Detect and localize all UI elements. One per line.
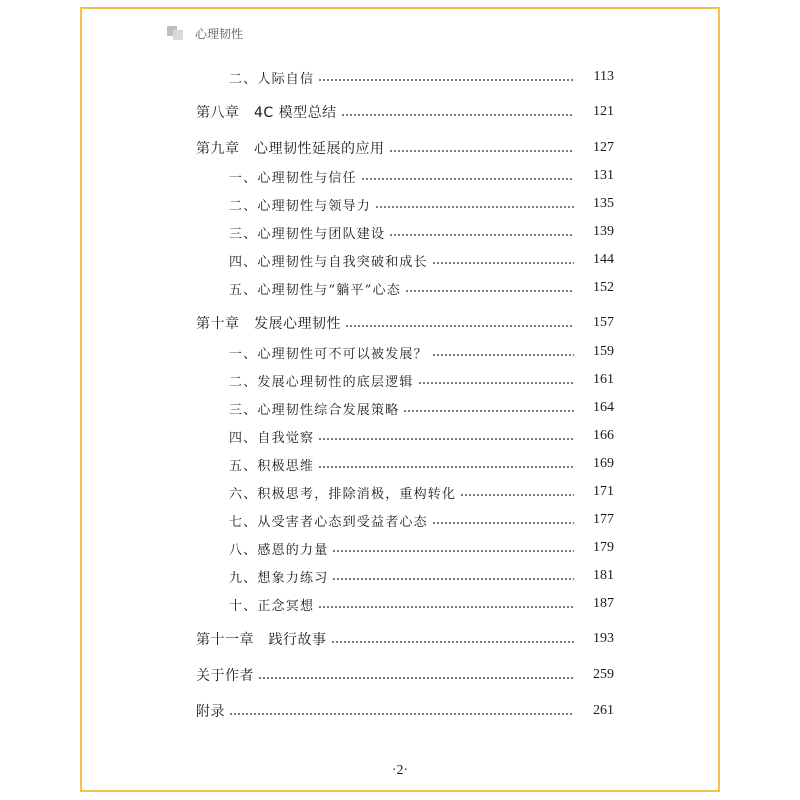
toc-entry-page: 164: [593, 400, 614, 415]
toc-entry-page: 193: [593, 631, 614, 646]
toc-entry-page: 179: [593, 540, 614, 555]
toc-entry-page: 166: [593, 428, 614, 443]
toc-entry: [0, 537, 614, 559]
dot-leader: [432, 522, 574, 524]
dot-leader: [361, 178, 574, 180]
toc-entry: [0, 509, 614, 531]
toc-entry-title: 八、感恩的力量: [229, 542, 329, 558]
toc-entry-page: 169: [593, 456, 614, 471]
page-number: ·2·: [391, 763, 409, 778]
toc-entry-page: 127: [593, 140, 614, 155]
toc-entry-title: 三、心理韧性综合发展策略: [229, 402, 400, 418]
toc-entry: [0, 664, 614, 686]
dot-leader: [332, 578, 574, 580]
dot-leader: [432, 262, 574, 264]
dot-leader: [389, 150, 575, 152]
toc-entry-title: 二、发展心理韧性的底层逻辑: [229, 374, 414, 390]
toc-entry-page: 161: [593, 372, 614, 387]
toc-entry-page: 159: [593, 344, 614, 359]
toc-entry-title: 三、心理韧性与团队建设: [229, 226, 386, 242]
dot-leader: [460, 494, 574, 496]
dot-leader: [375, 206, 574, 208]
toc-entry-title: 一、心理韧性可不可以被发展？: [229, 346, 428, 362]
toc-entry: [0, 221, 614, 243]
toc-entry: [0, 425, 614, 447]
dot-leader: [405, 290, 574, 292]
dot-leader: [318, 466, 574, 468]
toc-entry-page: 181: [593, 568, 614, 583]
toc-entry-title: 关于作者: [196, 668, 254, 684]
dot-leader: [418, 382, 574, 384]
toc-entry-title: 二、人际自信: [229, 71, 315, 87]
toc-entry: [0, 66, 614, 88]
dot-leader: [432, 354, 574, 356]
toc-entry-title: 四、自我觉察: [229, 430, 315, 446]
toc-entry-title: 六、积极思考，排除消极，重构转化: [229, 486, 457, 502]
dot-leader: [403, 410, 574, 412]
toc-entry-page: 171: [593, 484, 614, 499]
toc-entry-page: 157: [593, 315, 614, 330]
dot-leader: [389, 234, 574, 236]
toc-entry-title: 七、从受害者心态到受益者心态: [229, 514, 428, 530]
toc-entry-title: 第八章 4C 模型总结: [196, 105, 337, 121]
dot-leader: [318, 606, 574, 608]
toc-entry-page: 121: [593, 104, 614, 119]
toc-entry: [0, 341, 614, 363]
toc-entry-title: 第十一章 践行故事: [196, 632, 327, 648]
toc-entry-title: 十、正念冥想: [229, 598, 315, 614]
toc-entry: [0, 249, 614, 271]
toc-entry-page: 259: [593, 667, 614, 682]
toc-entry-page: 131: [593, 168, 614, 183]
toc-entry: [0, 312, 614, 334]
toc-entry: [0, 101, 614, 123]
toc-entry-title: 九、想象力练习: [229, 570, 329, 586]
toc-entry-title: 一、心理韧性与信任: [229, 170, 357, 186]
toc-entry-title: 五、积极思维: [229, 458, 315, 474]
toc-entry-page: 177: [593, 512, 614, 527]
toc-entry: [0, 137, 614, 159]
dot-leader: [341, 114, 574, 116]
toc-entry-page: 139: [593, 224, 614, 239]
toc-entry-title: 五、心理韧性与“躺平”心态: [229, 282, 401, 298]
dot-leader: [258, 677, 574, 679]
dot-leader: [229, 713, 574, 715]
toc-entry: [0, 277, 614, 299]
toc-entry-title: 二、心理韧性与领导力: [229, 198, 372, 214]
dot-leader: [318, 438, 574, 440]
toc-entry-page: 152: [593, 280, 614, 295]
toc-entry-page: 187: [593, 596, 614, 611]
toc-entry-page: 144: [593, 252, 614, 267]
toc-entry: [0, 453, 614, 475]
toc-entry: [0, 700, 614, 722]
toc-entry-page: 135: [593, 196, 614, 211]
toc-entry: [0, 628, 614, 650]
dot-leader: [345, 325, 574, 327]
toc-entry: [0, 193, 614, 215]
dot-leader: [318, 79, 574, 81]
toc-entry-title: 四、心理韧性与自我突破和成长: [229, 254, 428, 270]
toc-entry-page: 113: [593, 69, 614, 84]
dot-leader: [331, 641, 575, 643]
toc-entry-title: 第十章 发展心理韧性: [196, 316, 341, 332]
toc-entry-title: 第九章 心理韧性延展的应用: [196, 141, 385, 157]
dot-leader: [332, 550, 574, 552]
toc-entry: [0, 165, 614, 187]
toc-entry-page: 261: [593, 703, 614, 718]
toc-entry: [0, 565, 614, 587]
toc-entry-title: 附录: [196, 704, 225, 720]
book-title: 心理韧性: [195, 26, 244, 41]
toc-entry: [0, 369, 614, 391]
toc-entry: [0, 397, 614, 419]
toc-entry: [0, 593, 614, 615]
toc-entry: [0, 481, 614, 503]
